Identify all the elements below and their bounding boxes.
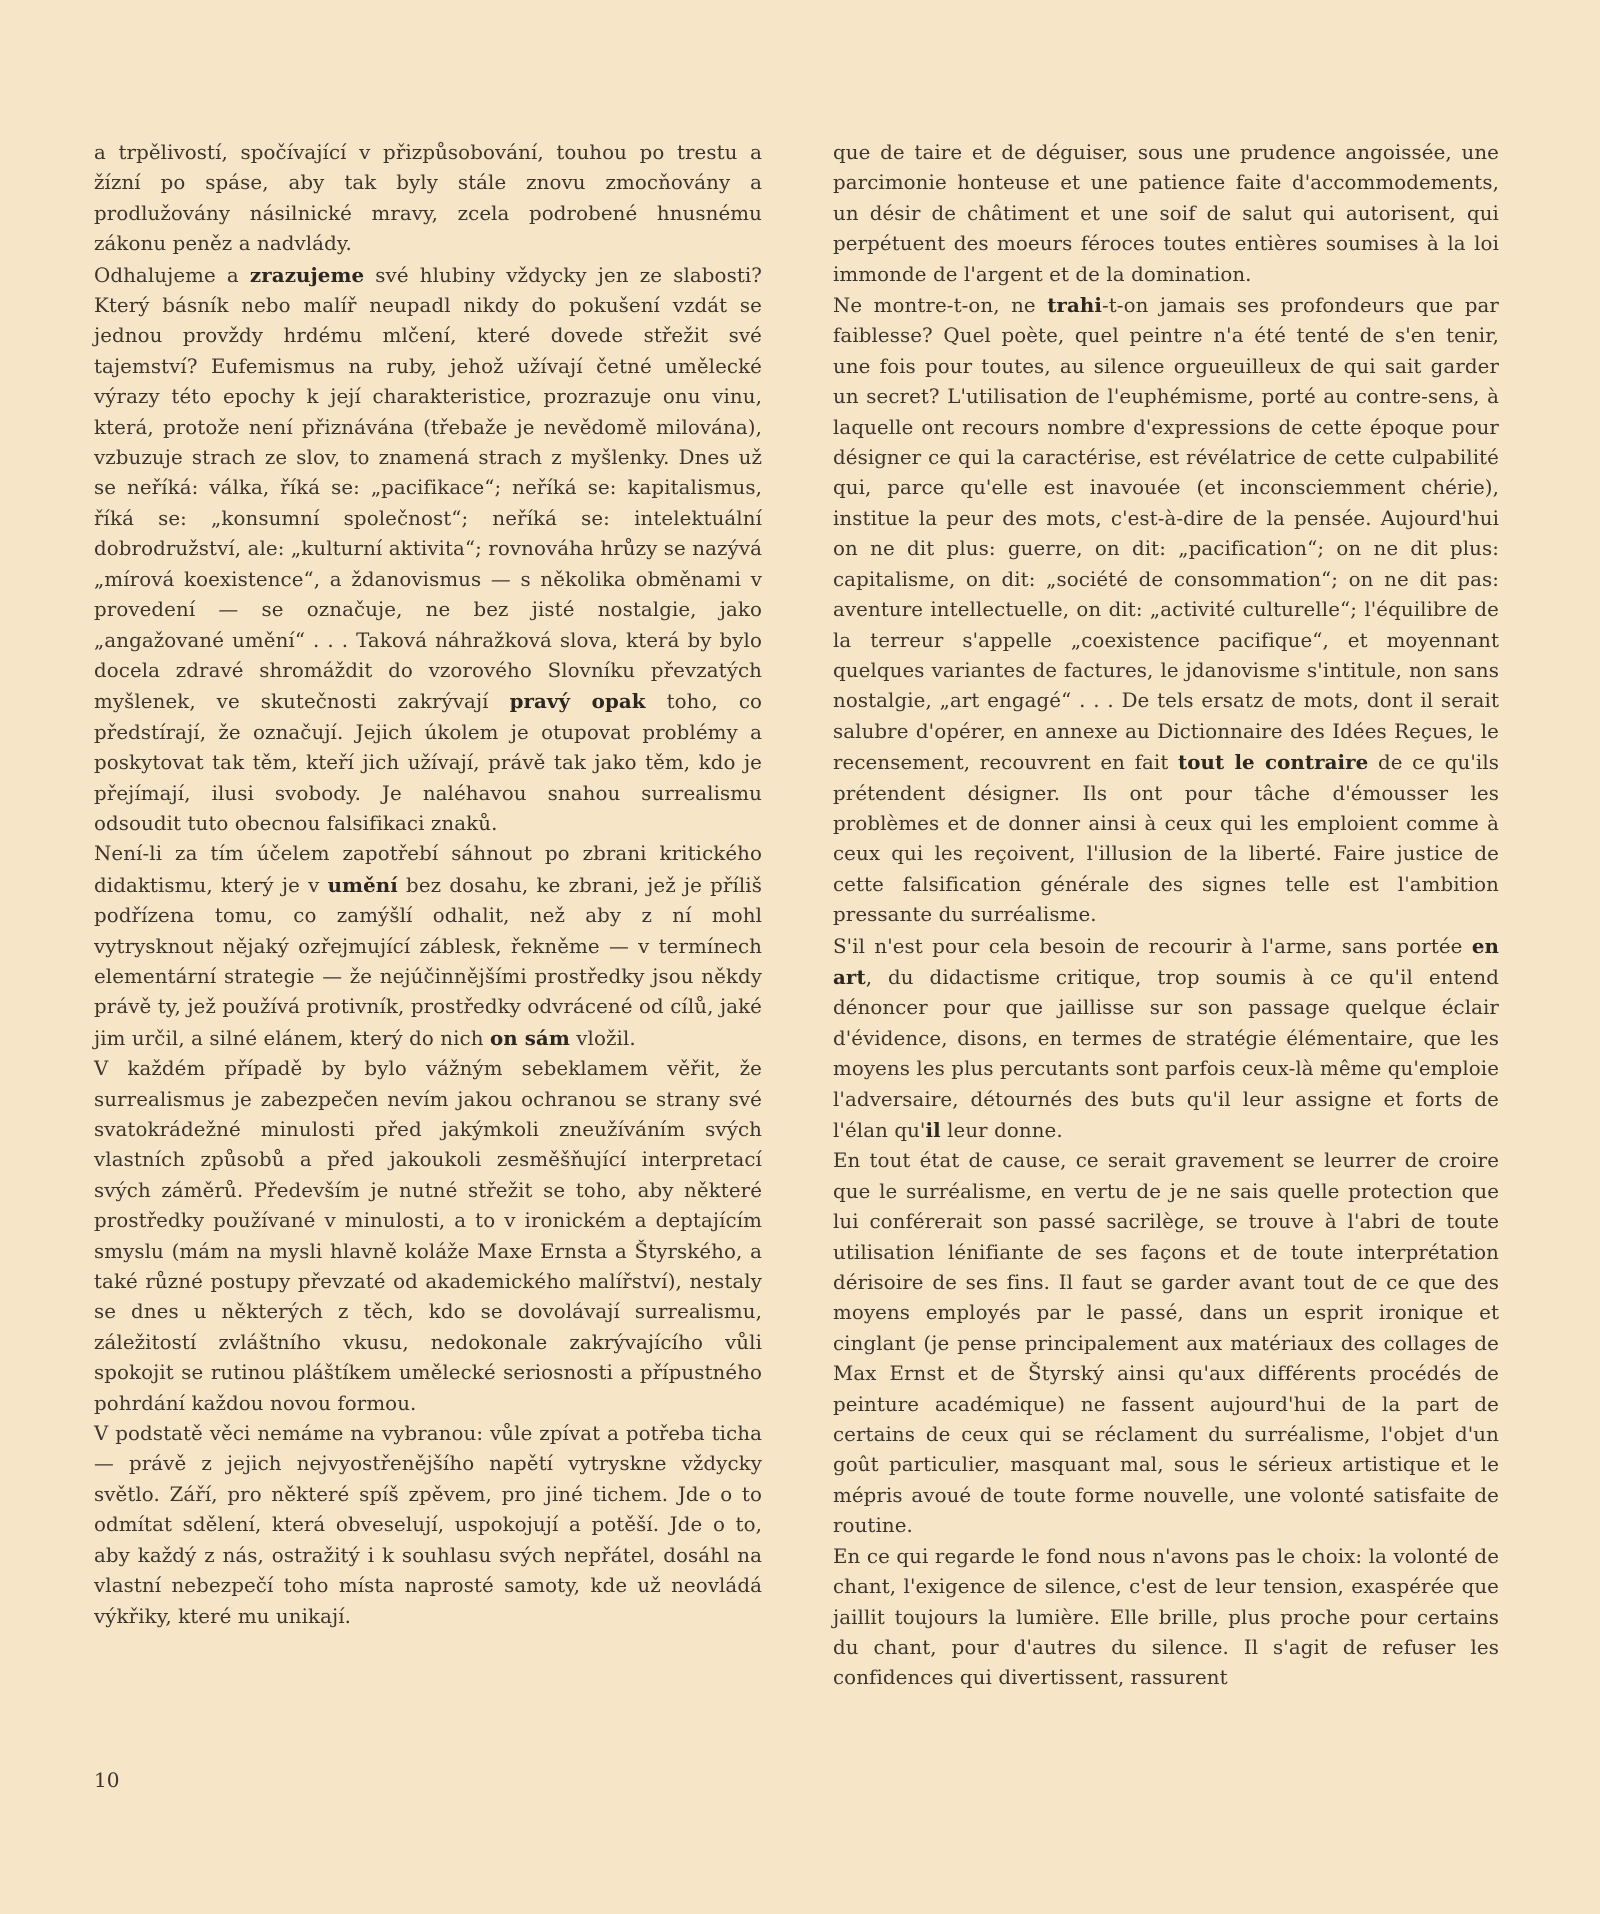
- french-paragraph-3: [833, 931, 1499, 1147]
- text-run: V každém případě by bylo vážným sebeklamem věřit, že surrealismus je zabezpečen nevím jakou ochranou se strany své svatokrádežné minulosti před jakýmkoli zneužíváním svých vlastních způsobů a před jakoukoli zesměšňující interpretací svých záměrů. Především je nutné střežit se toho, aby některé prostředky používané v minulosti, a to v ironickém a deptajícím smyslu (mám na mysli hlavně koláže Maxe Ernsta a Štyrského, a také různé postupy převzaté od akademického malířství), nestaly se dnes u některých z těch, kdo se dovolávají surrealismu, záležitostí zvláštního vkusu, nedokonale zakrývajícího vůli spokojit se rutinou pláštíkem umělecké seriosnosti a přípustného pohrdání každou novou formou.: [94, 1057, 762, 1415]
- emphasis-text: tout le contraire: [1177, 750, 1369, 775]
- text-run: vložil.: [569, 1026, 636, 1050]
- czech-paragraph-4: [94, 1054, 762, 1419]
- text-run: S'il n'est pour cela besoin de recourir à l'arme, sans portée: [833, 934, 1472, 958]
- text-run: que de taire et de déguiser, sous une prudence angoissée, une parcimonie honteuse et une patience faite d'accommodements, un désir de châtiment et une soif de salut qui autorisent, qui perpétuent des moeurs féroces toutes entières soumises à la loi immonde de l'argent et de la domination.: [833, 141, 1499, 286]
- text-run: En tout état de cause, ce serait gravement se leurrer de croire que le surréalisme, en vertu de je ne sais quelle protection que lui conférerait son passé sacrilège, se trouve à l'abri de toute utilisation lénifiante de ses façons et de toute interprétation dérisoire de ses fins. Il faut se garder avant tout de ce que des moyens employés par le passé, dans un esprit ironique et cinglant (je pense principalement aux matériaux des collages de Max Ernst et de Štyrský ainsi qu'aux différents procédés de peinture académique) ne fassent aujourd'hui de la part de certains de ceux qui se réclament du surréalisme, l'objet d'un goût particulier, masquant mal, sous le sérieux artistique et le mépris avoué de toute forme nouvelle, une volonté satisfaite de routine.: [833, 1149, 1499, 1538]
- emphasis-text: umění: [327, 872, 398, 897]
- text-run: toho, co předstírají, že označují. Jejich úkolem je otupovat problémy a poskytovat tak těm, kteří jich užívají, právě tak jako těm, kdo je přejímají, ilusi svobody. Je naléhavou snahou surrealismu odsoudit tuto obecnou falsifikaci znaků.: [94, 690, 763, 835]
- text-run: Odhalujeme a: [94, 263, 250, 287]
- emphasis-text: en art: [833, 933, 1499, 989]
- text-run: bez dosahu, ke zbrani, jež je příliš podřízena tomu, co zamýšlí odhalit, než aby z ní mohl vytrysknout nějaký ozřejmující záblesk, řekněme — v termínech elementární strategie — že nejúčinnějšími prostředky jsou někdy právě ty, jež používá protivník, prostředky odvrácené od cílů, jaké jim určil, a silné elánem, který do nich: [94, 873, 762, 1050]
- text-run: své hlubiny vždycky jen ze slabosti? Který básník nebo malíř neupadl nikdy do pokušení vzdát se jednou provždy hrdému mlčení, které dovede střežit své tajemství? Eufemismus na ruby, jehož užívají četné umělecké výrazy této epochy k její charakteristice, prozrazuje onu vinu, která, protože není přiznávána (třebaže je nevědomě milována), vzbuzuje strach ze slov, to znamená strach z myšlenky. Dnes už se neříká: válka, říká se: „pacifikace“; neříká se: kapitalismus, říká se: „konsumní společnost“; neříká se: intelektuální dobrodružství, ale: „kulturní aktivita“; rovnováha hrůzy se nazývá „mírová koexistence“, a ždanovismus — s několika obměnami v provedení — se označuje, ne bez jisté nostalgie, jako „angažované umění“ . . . Taková náhražková slova, která by bylo docela zdravé shromáždit do vzorového Slovníku převzatých myšlenek, ve skutečnosti zakrývají: [94, 263, 762, 714]
- text-run: a trpělivostí, spočívající v přizpůsobování, touhou po trestu a žízní po spáse, aby tak byly stále znovu zmocňovány a prodlužovány násilnické mravy, zcela podrobené hnusnému zákonu peněz a nadvlády.: [94, 141, 762, 256]
- french-text-column: [833, 138, 1499, 1694]
- czech-paragraph-1: [94, 138, 762, 260]
- french-paragraph-4: [833, 1146, 1499, 1541]
- czech-paragraph-3: [94, 839, 762, 1054]
- text-run: , du didactisme critique, trop soumis à ce qu'il entend dénoncer pour que jaillisse sur son passage quelque éclair d'évidence, disons, en termes de stratégie élémentaire, que les moyens les plus percutants sont parfois ceux-là même qu'emploie l'adversaire, détournés des buts qu'il leur assigne et forts de l'élan qu': [833, 965, 1500, 1142]
- emphasis-text: on sám: [489, 1025, 570, 1050]
- text-run: de ce qu'ils prétendent désigner. Ils ont pour tâche d'émousser les problèmes et de donner ainsi à ceux qui les emploient comme à ceux qui les reçoivent, l'illusion de la liberté. Faire justice de cette falsification générale des signes telle est l'ambition pressante du surréalisme.: [833, 751, 1499, 927]
- french-paragraph-1: [833, 138, 1499, 290]
- emphasis-text: trahi: [1047, 293, 1102, 318]
- text-run: Ne montre-t-on, ne: [833, 294, 1048, 318]
- emphasis-text: zrazujeme: [249, 262, 365, 287]
- text-run: leur donne.: [940, 1119, 1063, 1142]
- czech-paragraph-2: [94, 260, 762, 840]
- text-run: -t-on jamais ses profondeurs que par faiblesse? Quel poète, quel peintre n'a été tenté de s'en tenir, une fois pour toutes, au silence orgueuilleux de qui sait garder un secret? L'utilisation de l'euphémisme, porté au contre-sens, à laquelle ont recours nombre d'expressions de cette époque pour désigner ce qui la caractérise, est révélatrice de cette culpabilité qui, parce qu'elle est inavouée (et inconsciemment chérie), institue la peur des mots, c'est-à-dire de la pensée. Aujourd'hui on ne dit plus: guerre, on dit: „pacification“; on ne dit plus: capitalisme, on dit: „société de consommation“; on ne dit pas: aventure intellectuelle, on dit: „activité culturelle“; l'équilibre de la terreur s'appelle „coexistence pacifique“, et moyennant quelques variantes de factures, le jdanovisme s'intitule, non sans nostalgie, „art engagé“ . . . De tels ersatz de mots, dont il serait salubre d'opérer, en annexe au Dictionnaire des Idées Reçues, le recensement, recouvrent en fait: [833, 294, 1499, 775]
- page-number: 10: [94, 1768, 120, 1792]
- czech-text-column: [94, 138, 762, 1632]
- french-paragraph-2: [833, 290, 1499, 931]
- french-paragraph-5: [833, 1542, 1499, 1694]
- emphasis-text: il: [925, 1118, 941, 1142]
- text-run: Není-li za tím účelem zapotřebí sáhnout po zbrani kritického didaktismu, který je v: [94, 842, 762, 897]
- czech-paragraph-5: [94, 1419, 762, 1632]
- text-run: En ce qui regarde le fond nous n'avons pas le choix: la volonté de chant, l'exigence de silence, c'est de leur tension, exaspérée que jaillit toujours la lumière. Elle brille, plus proche pour certains du chant, pour d'autres du silence. Il s'agit de refuser les confidences qui divertissent, rassurent: [833, 1544, 1499, 1690]
- emphasis-text: pravý opak: [509, 689, 646, 714]
- text-run: V podstatě věci nemáme na vybranou: vůle zpívat a potřeba ticha — právě z jejich nejvyostřenějšího napětí vytryskne vždycky světlo. Září, pro některé spíš zpěvem, pro jiné tichem. Jde o to odmítat sdělení, která obveselují, uspokojují a potěší. Jde o to, aby každý z nás, ostražitý i k souhlasu svých nepřátel, dosáhl na vlastní nebezpečí toho místa naprosté samoty, kde už neovládá výkřiky, které mu unikají.: [94, 1422, 762, 1628]
